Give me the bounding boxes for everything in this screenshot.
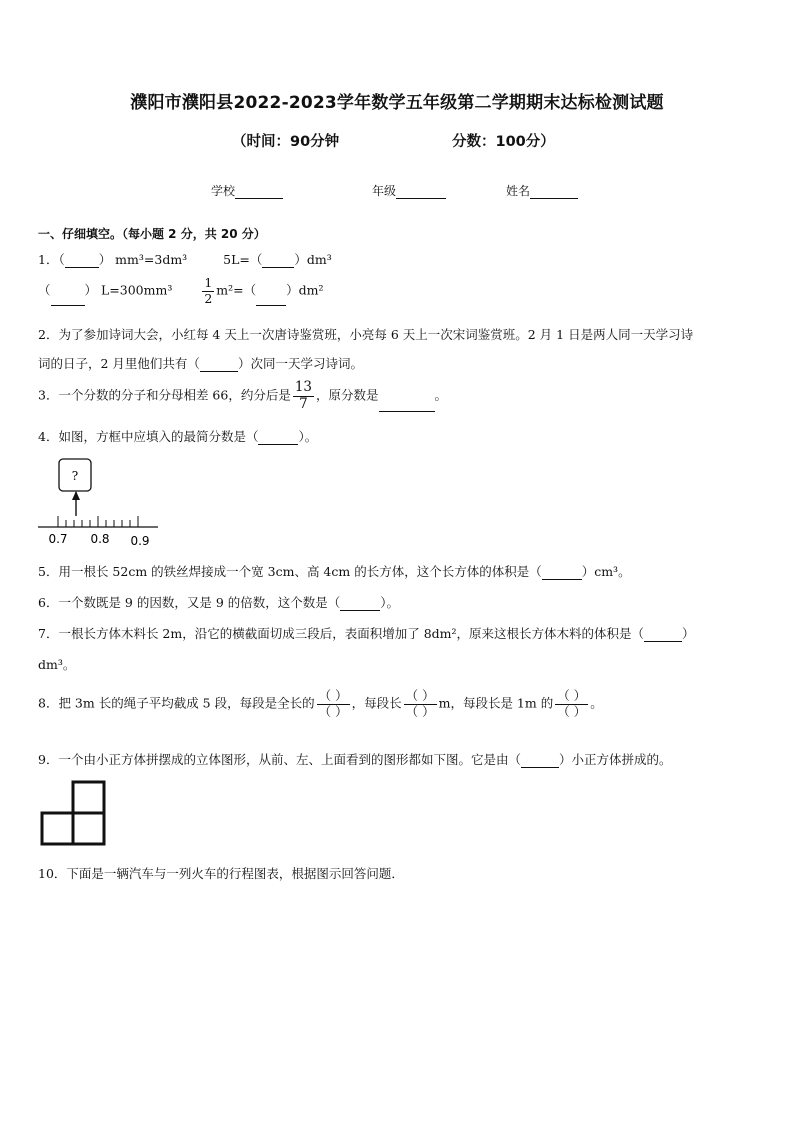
answer-blank[interactable]	[65, 254, 99, 268]
answer-blank[interactable]	[51, 292, 85, 306]
question-3: 3．一个分数的分子和分母相差 66，约分后是 $\frac{13}{7}$ ，原分数是 。	[38, 379, 448, 412]
question-2-line-2: 词的日子，2 月里他们共有（ ）次同一天学习诗词。	[38, 356, 363, 371]
name-field[interactable]	[506, 182, 578, 199]
question-9: 9．一个由小正方体拼摆成的立体图形，从前、左、上面看到的图形都如下图。它是由（ ）小正方体拼成的。	[38, 752, 672, 767]
grade-label: 年级	[372, 184, 397, 198]
fraction-slot[interactable]: $\frac{( )}{( )}$	[318, 688, 348, 719]
question-10: 10．下面是一辆汽车与一列火车的行程图表，根据图示回答问题．	[38, 866, 404, 881]
exam-time: （时间：90分钟	[232, 134, 340, 150]
question-5: 5．用一根长 52cm 的铁丝焊接成一个宽 3cm、高 4cm 的长方体，这个长方体的体积是（ ）cm³。	[38, 564, 631, 579]
tick-label: 0.8	[90, 532, 110, 546]
question-7-line-1: 7．一根长方体木料长 2m，沿它的横截面切成三段后，表面积增加了 8dm²，原来这根长方体木料的体积是（ ）	[38, 626, 695, 641]
name-label: 姓名	[506, 184, 531, 198]
answer-blank[interactable]	[200, 358, 238, 372]
answer-blank[interactable]	[644, 628, 682, 642]
page-title: 濮阳市濮阳县2022-2023学年数学五年级第二学期期末达标检测试题	[130, 93, 664, 113]
section-heading: 一、仔细填空。（每小题 2 分，共 20 分）	[38, 227, 266, 241]
answer-blank[interactable]	[256, 292, 286, 306]
school-label: 学校	[211, 184, 236, 198]
square-bottom-right	[73, 813, 104, 844]
question-7-line-2: dm³。	[38, 657, 76, 672]
answer-blank[interactable]	[258, 431, 298, 445]
question-6: 6．一个数既是 9 的因数，又是 9 的倍数，这个数是（ ）。	[38, 595, 400, 610]
box-question-mark: ?	[71, 469, 79, 483]
name-blank[interactable]	[530, 185, 578, 199]
answer-blank[interactable]	[340, 597, 380, 611]
fraction-slot[interactable]: $\frac{( )}{( )}$	[405, 688, 435, 719]
question-2-line-1: 2．为了参加诗词大会，小红每 4 天上一次唐诗鉴赏班，小亮每 6 天上一次宋词鉴赏班。2 月 1 日是两人同一天学习诗	[38, 327, 694, 342]
exam-score: 分数：100分）	[452, 134, 555, 150]
grade-blank[interactable]	[396, 185, 446, 199]
question-1-line-2: （ ） L=300mm³ $\frac{1}{2}$ m²=（ ）dm²	[38, 275, 324, 306]
answer-blank[interactable]	[379, 398, 435, 412]
answer-blank[interactable]	[262, 254, 294, 268]
tick-marks	[58, 516, 138, 527]
tick-label: 0.9	[130, 534, 150, 548]
grade-field[interactable]	[372, 182, 446, 199]
school-blank[interactable]	[235, 185, 283, 199]
answer-blank[interactable]	[542, 566, 582, 580]
square-top	[73, 782, 104, 813]
fraction: $\frac{1}{2}$	[204, 275, 213, 306]
tick-label: 0.7	[48, 532, 68, 546]
arrow-head-icon	[72, 491, 80, 500]
number-line-figure	[36, 456, 166, 548]
fraction: $\frac{13}{7}$	[294, 379, 313, 412]
question-1-line-1: 1．（ ） mm³=3dm³ 5L=（ ）dm³	[38, 252, 332, 267]
question-4: 4．如图，方框中应填入的最简分数是（ ）。	[38, 429, 318, 444]
square-bottom-left	[42, 813, 73, 844]
answer-blank[interactable]	[521, 754, 559, 768]
fraction-slot[interactable]: $\frac{( )}{( )}$	[557, 688, 587, 719]
cube-view-figure	[40, 780, 110, 846]
school-field[interactable]	[211, 182, 283, 199]
question-8: 8．把 3m 长的绳子平均截成 5 段，每段是全长的 $\frac{( )}{( )}$ ，每段长 $\frac{( )}{( )}$ m，每段长是 1m 的 $\frac{( )}{( )}$ 。	[38, 688, 603, 719]
